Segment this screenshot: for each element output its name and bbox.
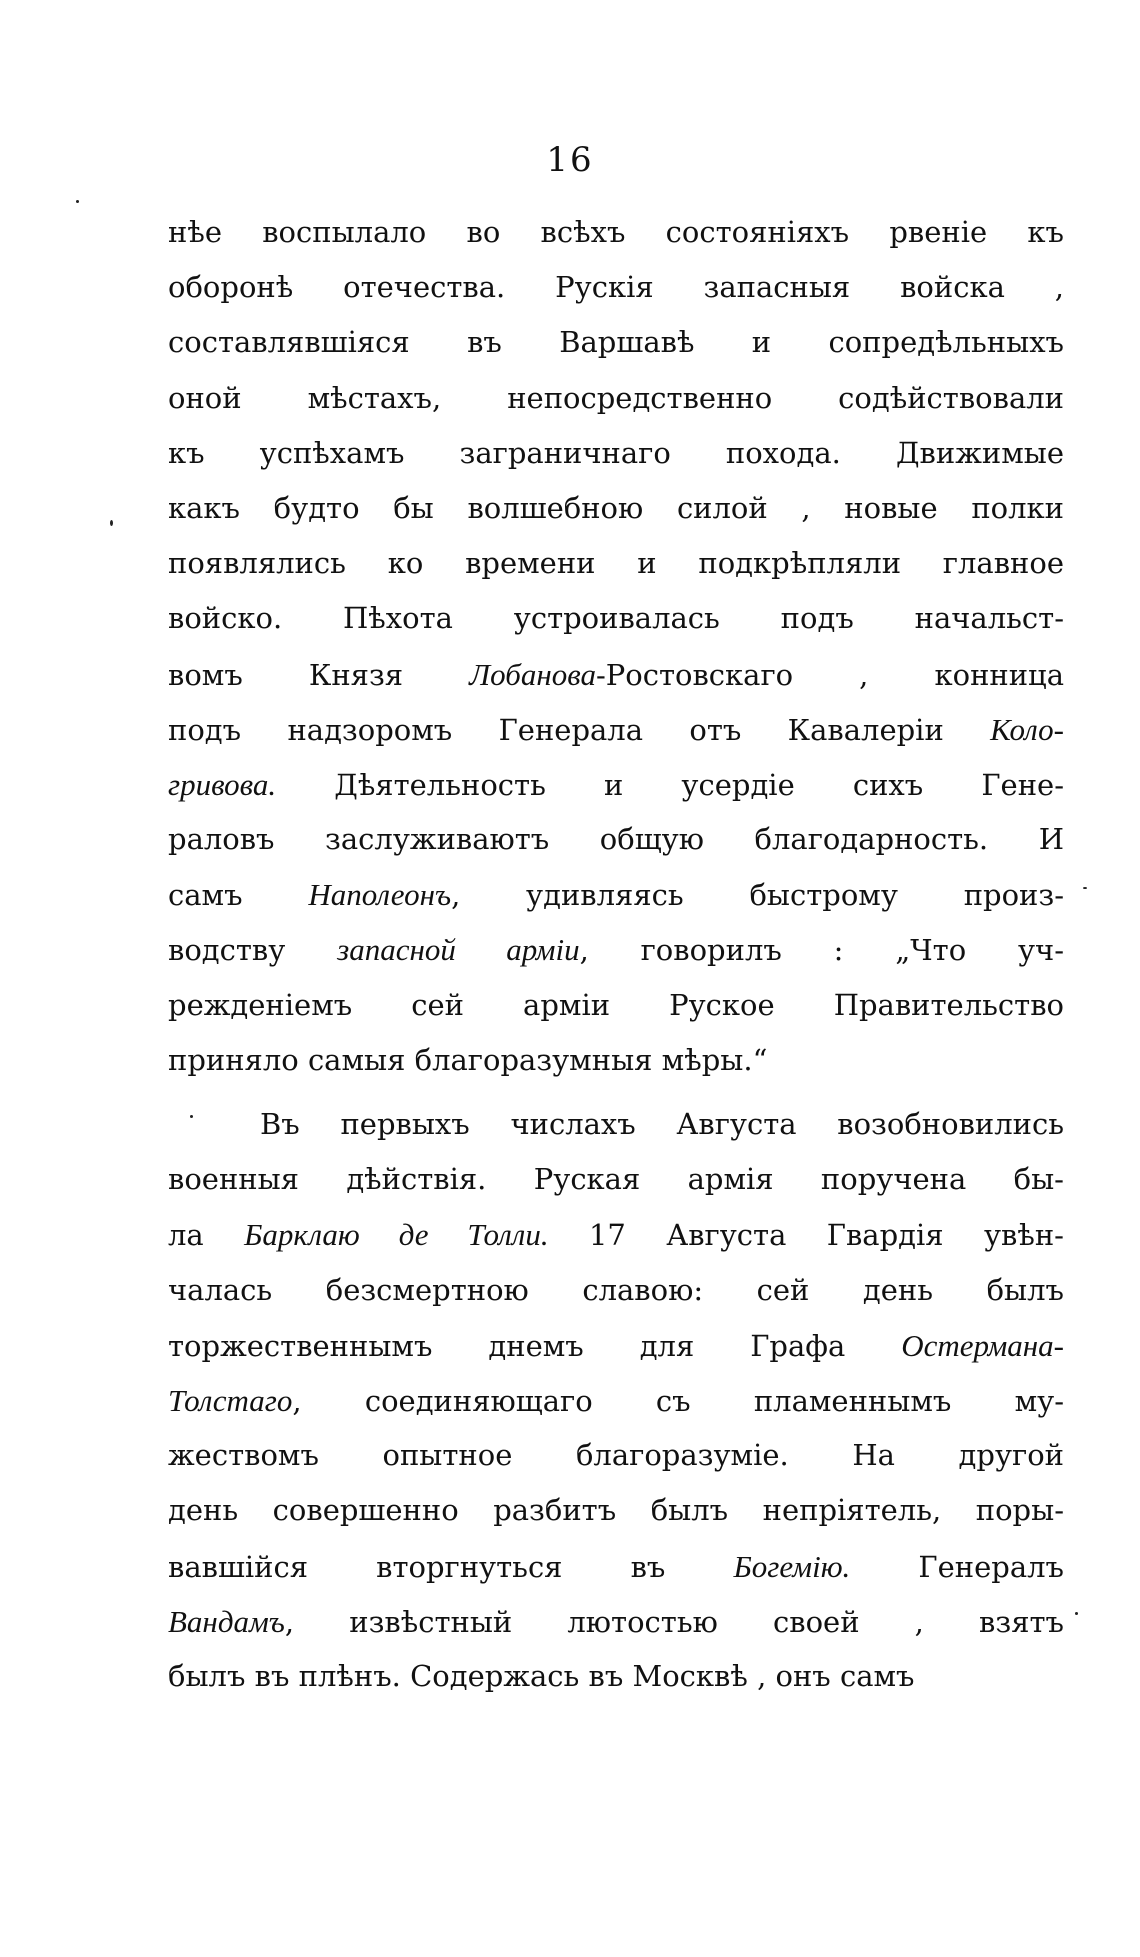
text-line [168, 315, 1064, 370]
text-line [168, 1263, 1064, 1318]
text-run: раловъ заслуживаютъ общую благодарность. И [168, 822, 1064, 857]
text-run: день совершенно разбитъ былъ непріятель, поры- [168, 1493, 1064, 1528]
text-run: какъ будто бы волшебною силой , новые полки [168, 490, 1064, 525]
text-run: режденіемъ сей арміи Руское Правительство [168, 987, 1064, 1022]
text-run: былъ въ плѣнъ. Содержась въ Москвѣ , онъ самъ [168, 1658, 915, 1693]
text-run: 17 Августа Гвардія увѣн- [548, 1218, 1064, 1253]
text-run: составлявшіяся въ Варшавѣ и сопредѣльныхъ [168, 325, 1064, 360]
text-run: приняло самыя благоразумныя мѣры.“ [168, 1042, 768, 1077]
text-run: оной мѣстахъ, непосредственно содѣйствовали [168, 380, 1064, 415]
scan-speck [1083, 887, 1087, 889]
text-run: -Ростовскаго , конница [595, 657, 1064, 692]
text-run: войско. Пѣхота устроивалась подъ начальст- [168, 601, 1064, 636]
text-run: Генералъ [850, 1549, 1064, 1584]
text-run: къ успѣхамъ заграничнаго похода. Движимые [168, 435, 1064, 470]
text-line [168, 1033, 1064, 1088]
text-line [168, 1483, 1064, 1538]
text-run: появлялись ко времени и подкрѣпляли главное [168, 546, 1064, 581]
italic-name: Наполеонъ [308, 877, 452, 913]
text-run: Дѣятельность и усердіе сихъ Гене- [276, 767, 1064, 802]
italic-name: Барклаю де Толли. [244, 1217, 549, 1253]
text-run: вомъ Князя [168, 657, 470, 692]
text-run: , извѣстный лютостью своей , взятъ [284, 1604, 1064, 1639]
text-line [168, 591, 1064, 646]
italic-name: Лобанова [469, 656, 596, 692]
text-line [168, 922, 1064, 977]
text-run: вавшійся вторгнуться въ [168, 1549, 734, 1584]
text-line [168, 1594, 1064, 1649]
italic-name: Вандамъ [168, 1603, 285, 1639]
scan-speck [190, 1115, 193, 1118]
italic-name: Остермана- [901, 1327, 1064, 1363]
text-line [168, 205, 1064, 260]
italic-name: запасной арміи [337, 932, 580, 968]
text-line [168, 1373, 1064, 1428]
text-line [168, 426, 1064, 481]
text-line [168, 867, 1064, 922]
text-run: , соединяющаго съ пламеннымъ му- [292, 1383, 1064, 1418]
text-run: подъ надзоромъ Генерала отъ Кавалеріи [168, 712, 991, 747]
text-run: жествомъ опытное благоразуміе. На другой [168, 1438, 1064, 1473]
text-run: , удивляясь быстрому произ- [451, 878, 1064, 913]
text-line [168, 1152, 1064, 1207]
text-line [168, 1539, 1064, 1594]
italic-name: Толстаго [168, 1382, 293, 1418]
paragraph [168, 1097, 1064, 1704]
scan-speck [110, 520, 113, 526]
text-line [168, 260, 1064, 315]
paragraph [168, 205, 1064, 1088]
text-line [168, 1318, 1064, 1373]
text-line [168, 481, 1064, 536]
text-run: самъ [168, 878, 309, 913]
text-line [168, 536, 1064, 591]
text-line [168, 1097, 1064, 1152]
text-line [168, 1428, 1064, 1483]
text-line [168, 812, 1064, 867]
text-run: Въ первыхъ числахъ Августа возобновились [260, 1107, 1064, 1141]
italic-name: Богемію. [733, 1548, 851, 1584]
text-run: ла [168, 1218, 245, 1253]
body-text [168, 205, 1064, 1704]
italic-name: гривова. [168, 766, 277, 802]
text-line [168, 371, 1064, 426]
text-line [168, 702, 1064, 757]
text-run: , говорилъ : „Что уч- [579, 933, 1064, 968]
text-run: нѣе воспылало во всѣхъ состояніяхъ рвеніе къ [168, 215, 1064, 249]
text-run: оборонѣ отечества. Рускія запасныя войска , [168, 270, 1064, 305]
text-run: водству [168, 933, 338, 968]
page-number: 16 [546, 140, 594, 180]
text-line [168, 1649, 1064, 1704]
text-line [168, 1207, 1064, 1262]
text-run: военныя дѣйствія. Руская армія поручена бы- [168, 1162, 1064, 1197]
text-run: чалась безсмертною славою: сей день былъ [168, 1272, 1064, 1307]
scan-speck [76, 200, 79, 203]
text-line [168, 978, 1064, 1033]
italic-name: Коло- [990, 711, 1064, 747]
text-line [168, 647, 1064, 702]
scan-speck [1075, 1612, 1078, 1615]
text-line [168, 757, 1064, 812]
text-run: торжественнымъ днемъ для Графа [168, 1328, 902, 1363]
